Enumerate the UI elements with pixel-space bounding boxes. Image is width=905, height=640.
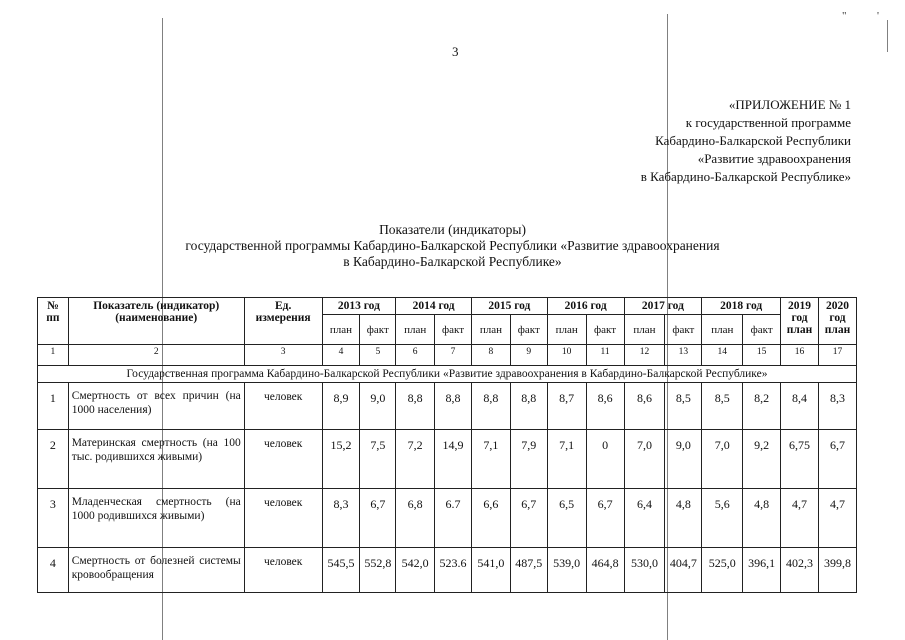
subheader-plan: план xyxy=(547,315,586,345)
value-cell: 8,8 xyxy=(510,383,547,430)
header-year: 2015 год xyxy=(471,298,547,315)
value-cell: 404,7 xyxy=(665,548,702,593)
column-number-row xyxy=(38,345,857,366)
column-number: 5 xyxy=(360,345,396,366)
value-cell: 7,2 xyxy=(396,430,435,489)
table-row xyxy=(38,430,857,489)
header-2020: 2020 год план xyxy=(818,298,856,345)
column-number: 15 xyxy=(743,345,781,366)
value-cell: 8,8 xyxy=(471,383,510,430)
column-number: 11 xyxy=(586,345,624,366)
value-cell: 9,0 xyxy=(360,383,396,430)
unit-cell: человек xyxy=(244,489,322,548)
column-number: 3 xyxy=(244,345,322,366)
column-number: 2 xyxy=(68,345,244,366)
column-number: 13 xyxy=(665,345,702,366)
value-cell: 9,2 xyxy=(743,430,781,489)
value-cell: 6,7 xyxy=(586,489,624,548)
indicator-name: Материнская смертность (на 100 тыс. родившихся живыми) xyxy=(68,430,244,489)
scan-line-edge xyxy=(887,20,888,52)
value-cell: 4,7 xyxy=(818,489,856,548)
column-number: 1 xyxy=(38,345,69,366)
value-cell: 8,5 xyxy=(665,383,702,430)
value-cell: 530,0 xyxy=(624,548,665,593)
subheader-fact: факт xyxy=(665,315,702,345)
header-year: 2018 год xyxy=(702,298,781,315)
value-cell: 4,8 xyxy=(665,489,702,548)
column-number: 16 xyxy=(781,345,819,366)
value-cell: 464,8 xyxy=(586,548,624,593)
value-cell: 7,9 xyxy=(510,430,547,489)
column-number: 10 xyxy=(547,345,586,366)
value-cell: 8,5 xyxy=(702,383,743,430)
value-cell: 6,75 xyxy=(781,430,819,489)
value-cell: 15,2 xyxy=(322,430,360,489)
title-line: в Кабардино-Балкарской Республике» xyxy=(343,254,562,269)
value-cell: 14,9 xyxy=(435,430,472,489)
value-cell: 8,2 xyxy=(743,383,781,430)
appendix-line: Кабардино-Балкарской Республики xyxy=(655,133,851,148)
corner-mark-left: " xyxy=(842,10,847,22)
column-number: 6 xyxy=(396,345,435,366)
value-cell: 8,4 xyxy=(781,383,819,430)
value-cell: 6,7 xyxy=(510,489,547,548)
subheader-fact: факт xyxy=(743,315,781,345)
subheader-plan: план xyxy=(471,315,510,345)
subheader-plan: план xyxy=(322,315,360,345)
indicator-name: Младенческая смертность (на 1000 родившихся живыми) xyxy=(68,489,244,548)
unit-cell: человек xyxy=(244,548,322,593)
column-number: 8 xyxy=(471,345,510,366)
subheader-fact: факт xyxy=(435,315,472,345)
value-cell: 487,5 xyxy=(510,548,547,593)
value-cell: 7,1 xyxy=(471,430,510,489)
value-cell: 8,9 xyxy=(322,383,360,430)
column-number: 4 xyxy=(322,345,360,366)
subheader-fact: факт xyxy=(510,315,547,345)
subheader-plan: план xyxy=(702,315,743,345)
row-number: 4 xyxy=(38,548,69,593)
document-title xyxy=(0,222,905,270)
value-cell: 0 xyxy=(586,430,624,489)
table-row xyxy=(38,489,857,548)
appendix-line: к государственной программе xyxy=(685,115,851,130)
header-year: 2017 год xyxy=(624,298,702,315)
value-cell: 402,3 xyxy=(781,548,819,593)
value-cell: 552,8 xyxy=(360,548,396,593)
title-line: государственной программы Кабардино-Балкарской Республики «Развитие здравоохранения xyxy=(185,238,720,253)
indicator-name: Смертность от болезней системы кровообращения xyxy=(68,548,244,593)
header-year: 2014 год xyxy=(396,298,472,315)
value-cell: 396,1 xyxy=(743,548,781,593)
value-cell: 4,8 xyxy=(743,489,781,548)
value-cell: 8,3 xyxy=(322,489,360,548)
value-cell: 523.6 xyxy=(435,548,472,593)
value-cell: 7,0 xyxy=(624,430,665,489)
title-line: Показатели (индикаторы) xyxy=(379,222,526,237)
subheader-plan: план xyxy=(396,315,435,345)
column-number: 12 xyxy=(624,345,665,366)
subheader-plan: план xyxy=(624,315,665,345)
value-cell: 7,5 xyxy=(360,430,396,489)
column-number: 14 xyxy=(702,345,743,366)
value-cell: 525,0 xyxy=(702,548,743,593)
value-cell: 6,4 xyxy=(624,489,665,548)
value-cell: 7,1 xyxy=(547,430,586,489)
subheader-fact: факт xyxy=(586,315,624,345)
value-cell: 542,0 xyxy=(396,548,435,593)
value-cell: 539,0 xyxy=(547,548,586,593)
column-number: 17 xyxy=(818,345,856,366)
page-number: 3 xyxy=(452,44,459,59)
corner-mark-right: ' xyxy=(877,10,879,22)
unit-cell: человек xyxy=(244,430,322,489)
value-cell: 6,5 xyxy=(547,489,586,548)
value-cell: 6,7 xyxy=(360,489,396,548)
value-cell: 7,0 xyxy=(702,430,743,489)
appendix-line: в Кабардино-Балкарской Республике» xyxy=(640,169,851,184)
row-number: 2 xyxy=(38,430,69,489)
appendix-line: «ПРИЛОЖЕНИЕ № 1 xyxy=(728,97,851,112)
value-cell: 399,8 xyxy=(818,548,856,593)
header-row xyxy=(38,298,857,315)
value-cell: 545,5 xyxy=(322,548,360,593)
table-row xyxy=(38,383,857,430)
header-unit: Ед. измерения xyxy=(244,298,322,345)
value-cell: 6.7 xyxy=(435,489,472,548)
indicators-table xyxy=(37,297,857,593)
value-cell: 8,8 xyxy=(435,383,472,430)
header-num: № пп xyxy=(38,298,69,345)
value-cell: 5,6 xyxy=(702,489,743,548)
appendix-line: «Развитие здравоохранения xyxy=(697,151,851,166)
column-number: 7 xyxy=(435,345,472,366)
value-cell: 8,8 xyxy=(396,383,435,430)
subheader-fact: факт xyxy=(360,315,396,345)
value-cell: 6,6 xyxy=(471,489,510,548)
value-cell: 8,6 xyxy=(624,383,665,430)
value-cell: 8,3 xyxy=(818,383,856,430)
value-cell: 4,7 xyxy=(781,489,819,548)
header-year: 2016 год xyxy=(547,298,624,315)
column-number: 9 xyxy=(510,345,547,366)
indicator-name: Смертность от всех причин (на 1000 населения) xyxy=(68,383,244,430)
header-year: 2013 год xyxy=(322,298,396,315)
row-number: 1 xyxy=(38,383,69,430)
header-indicator: Показатель (индикатор) (наименование) xyxy=(68,298,244,345)
value-cell: 6,8 xyxy=(396,489,435,548)
value-cell: 541,0 xyxy=(471,548,510,593)
section-row xyxy=(38,366,857,383)
header-2019: 2019 год план xyxy=(781,298,819,345)
appendix-block xyxy=(641,96,851,186)
section-title: Государственная программа Кабардино-Балкарской Республики «Развитие здравоохранения в Кабардино-Балкарской Республике» xyxy=(38,366,857,383)
value-cell: 8,6 xyxy=(586,383,624,430)
unit-cell: человек xyxy=(244,383,322,430)
row-number: 3 xyxy=(38,489,69,548)
value-cell: 8,7 xyxy=(547,383,586,430)
value-cell: 6,7 xyxy=(818,430,856,489)
table-row xyxy=(38,548,857,593)
value-cell: 9,0 xyxy=(665,430,702,489)
